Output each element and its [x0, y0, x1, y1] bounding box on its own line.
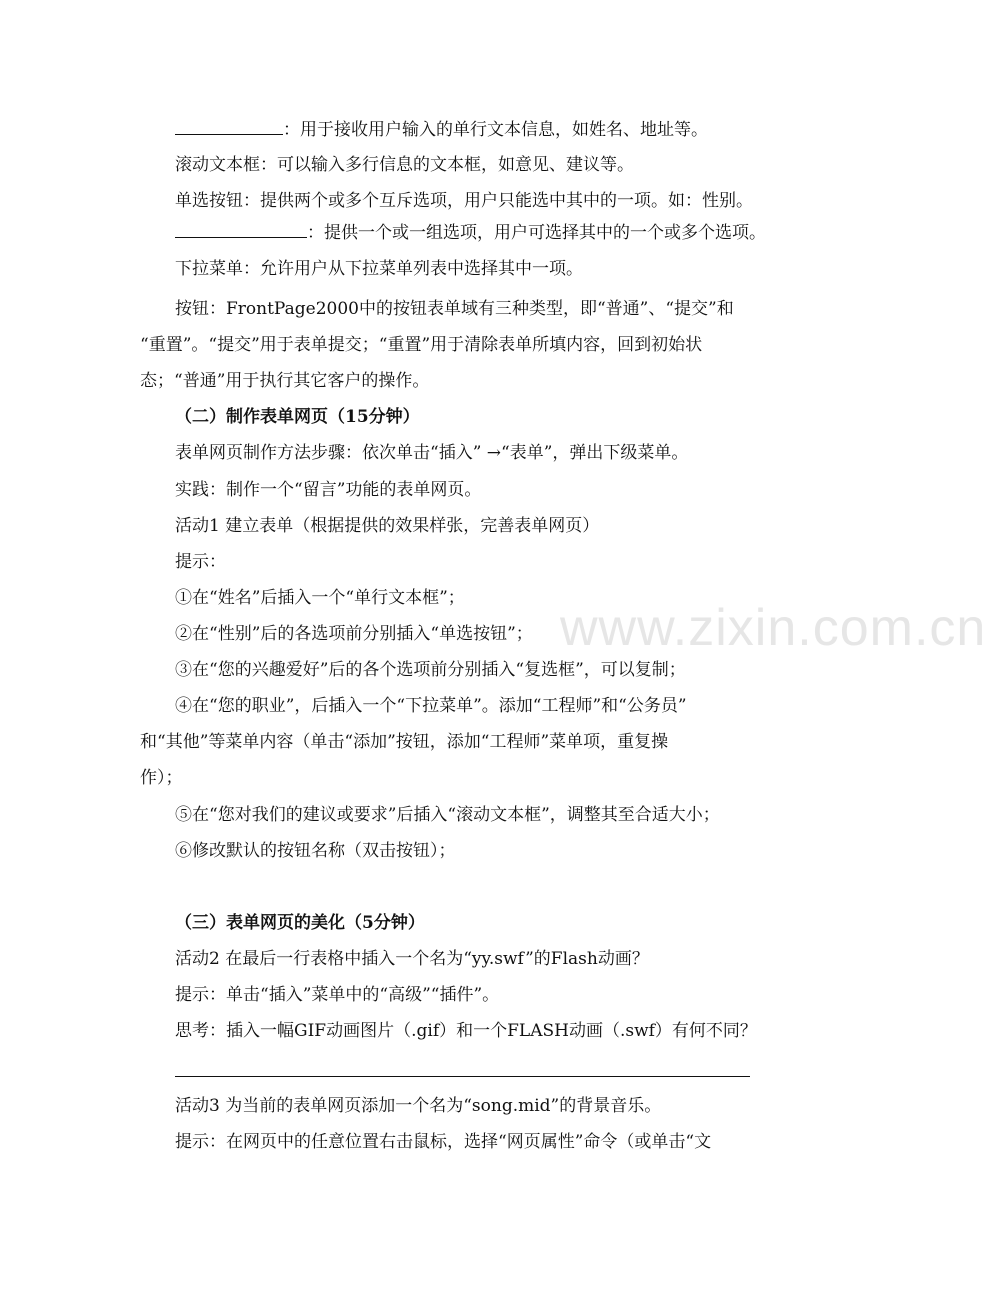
text-line: 作）；: [140, 768, 183, 788]
text-line: ⑥修改默认的按钮名称（双击按钮）；: [175, 841, 456, 861]
text-line: 提示：: [175, 552, 226, 572]
text-line: 表单网页制作方法步骤：依次单击“插入” →“表单”，弹出下级菜单。: [175, 443, 689, 463]
text-line: 和“其他”等菜单内容（单击“添加”按钮，添加“工程师”菜单项，重复操: [140, 732, 669, 752]
fill-blank[interactable]: [175, 221, 307, 238]
text-line: ④在“您的职业”，后插入一个“下拉菜单”。添加“工程师”和“公务员”: [175, 696, 687, 716]
text-line: ：提供一个或一组选项，用户可选择其中的一个或多个选项。: [175, 221, 766, 245]
watermark: www.zixin.com.cn: [560, 599, 986, 657]
text-line: 提示：单击“插入”菜单中的“高级”“插件”。: [175, 985, 500, 1005]
text-line: 提示：在网页中的任意位置右击鼠标，选择“网页属性”命令（或单击“文: [175, 1132, 712, 1152]
section-heading: （二）制作表单网页（15分钟）: [175, 407, 420, 427]
text-line: 活动3 为当前的表单网页添加一个名为“song.mid”的背景音乐。: [175, 1096, 662, 1116]
text-line: 思考：插入一幅GIF动画图片（.gif）和一个FLASH动画（.swf）有何不同？: [175, 1021, 757, 1041]
text-line: 态；“普通”用于执行其它客户的操作。: [140, 371, 430, 391]
text-line: 活动2 在最后一行表格中插入一个名为“yy.swf”的Flash动画？: [175, 949, 649, 969]
text-line: ①在“姓名”后插入一个“单行文本框”；: [175, 588, 465, 608]
text-line: “重置”。“提交”用于表单提交；“重置”用于清除表单所填内容，回到初始状: [140, 335, 703, 355]
text-line: ②在“性别”后的各选项前分别插入“单选按钮”；: [175, 624, 533, 644]
text-line: 实践：制作一个“留言”功能的表单网页。: [175, 480, 482, 500]
text-line: ③在“您的兴趣爱好”后的各个选项前分别插入“复选框”，可以复制；: [175, 660, 686, 680]
fill-blank[interactable]: [175, 118, 283, 135]
text-line: ：用于接收用户输入的单行文本信息，如姓名、地址等。: [175, 118, 708, 142]
section-heading: （三）表单网页的美化（5分钟）: [175, 913, 425, 933]
text-line: 按钮：FrontPage2000中的按钮表单域有三种类型，即“普通”、“提交”和: [175, 299, 734, 319]
text-line: 滚动文本框：可以输入多行信息的文本框，如意见、建议等。: [175, 155, 634, 175]
text-line: 单选按钮：提供两个或多个互斥选项，用户只能选中其中的一项。如：性别。: [175, 191, 753, 211]
text-line: 活动1 建立表单（根据提供的效果样张，完善表单网页）: [175, 516, 600, 536]
text-line: 下拉菜单：允许用户从下拉菜单列表中选择其中一项。: [175, 259, 583, 279]
answer-line[interactable]: [175, 1076, 750, 1077]
text-line: ⑤在“您对我们的建议或要求”后插入“滚动文本框”，调整其至合适大小；: [175, 805, 720, 825]
